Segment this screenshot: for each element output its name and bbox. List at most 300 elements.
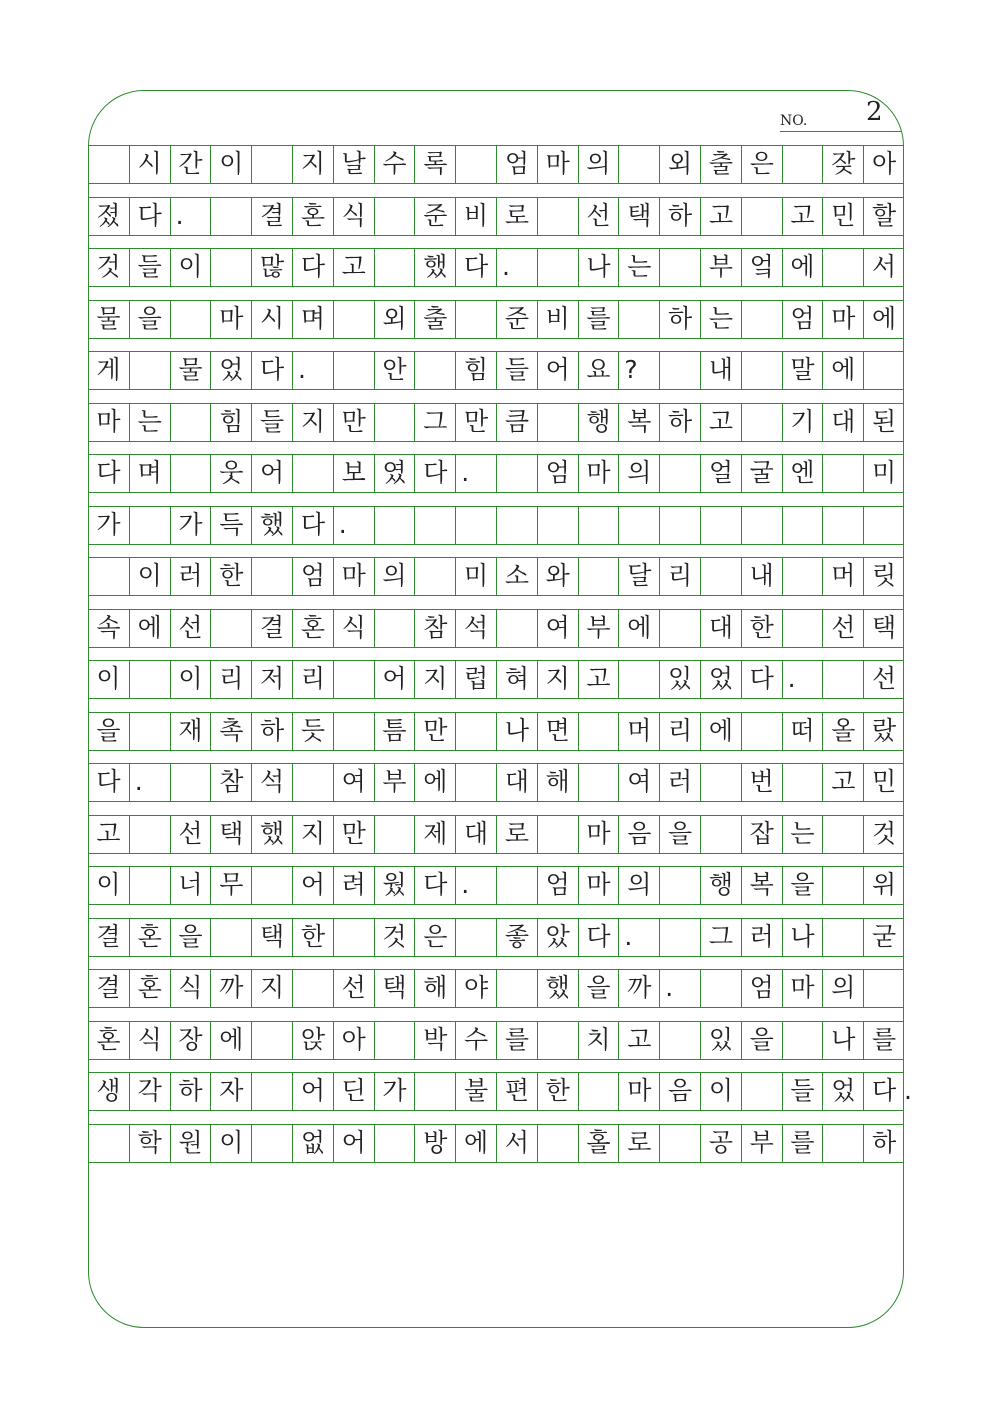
grid-cell: 을: [782, 866, 823, 904]
manuscript-row: [88, 506, 904, 544]
manuscript-row: [88, 248, 904, 286]
grid-cell: [578, 557, 619, 595]
grid-cell: 에: [455, 1124, 496, 1162]
grid-cell: .: [129, 763, 170, 801]
grid-cell: 결: [96, 973, 121, 1002]
grid-cell: 택: [251, 918, 292, 956]
grid-cell: 면: [537, 712, 578, 750]
grid-cell: 다: [414, 866, 455, 904]
grid-cell: 이: [170, 660, 211, 698]
grid-cell: 해: [414, 969, 455, 1007]
grid-cell: 날: [333, 145, 374, 183]
grid-cell: 편: [496, 1072, 537, 1110]
grid-cell: 한: [292, 918, 333, 956]
grid-cell: 택: [374, 969, 415, 1007]
grid-rule-bottom: [88, 595, 904, 596]
grid-cell: 이: [129, 557, 170, 595]
grid-rule-bottom: [88, 183, 904, 184]
grid-cell: [537, 248, 578, 286]
grid-cell: 딘: [333, 1072, 374, 1110]
grid-cell: 에: [822, 351, 863, 389]
grid-cell: 식: [129, 1021, 170, 1059]
grid-cell: 어: [333, 1124, 374, 1162]
manuscript-row: [88, 660, 904, 698]
grid-cell: 았: [537, 918, 578, 956]
grid-cell: 서: [863, 248, 904, 286]
grid-cell: [374, 1124, 415, 1162]
grid-cell: 수: [455, 1021, 496, 1059]
grid-cell: 행: [578, 403, 619, 441]
grid-cell: 나: [782, 918, 823, 956]
grid-cell: 이: [210, 1124, 251, 1162]
grid-cell: 리: [210, 660, 251, 698]
grid-cell: [129, 660, 170, 698]
grid-cell: 대: [455, 815, 496, 853]
grid-cell: .: [292, 351, 333, 389]
grid-cell: 요: [578, 351, 619, 389]
grid-cell: 내: [700, 351, 741, 389]
grid-cell: [578, 506, 619, 544]
grid-cell: [374, 197, 415, 235]
grid-cell: [537, 1021, 578, 1059]
grid-cell: [700, 969, 741, 1007]
grid-cell: 야: [455, 969, 496, 1007]
grid-cell: 득: [210, 506, 251, 544]
grid-cell: 내: [741, 557, 782, 595]
grid-cell: [659, 1124, 700, 1162]
grid-cell: 고: [96, 818, 121, 848]
manuscript-row: [88, 712, 904, 750]
grid-cell: 부: [700, 248, 741, 286]
grid-cell: [822, 866, 863, 904]
grid-cell: 어: [537, 351, 578, 389]
grid-cell: [618, 660, 659, 698]
grid-cell: 많: [251, 248, 292, 286]
grid-cell: 시: [251, 300, 292, 338]
grid-cell: 굴: [741, 454, 782, 492]
grid-cell: 의: [374, 557, 415, 595]
grid-cell: 한: [210, 557, 251, 595]
grid-cell: 을: [170, 918, 211, 956]
grid-cell: 러: [659, 763, 700, 801]
grid-cell: [292, 454, 333, 492]
grid-cell: 혼: [292, 609, 333, 647]
grid-cell: 참: [210, 763, 251, 801]
grid-cell: [659, 1021, 700, 1059]
grid-cell: 각: [129, 1072, 170, 1110]
grid-cell: 은: [414, 918, 455, 956]
grid-cell: 마: [578, 866, 619, 904]
grid-cell: [170, 763, 211, 801]
grid-cell: 엔: [782, 454, 823, 492]
grid-cell: 고: [822, 763, 863, 801]
grid-cell: 나: [496, 712, 537, 750]
grid-cell: 얼: [700, 454, 741, 492]
grid-cell: [496, 454, 537, 492]
grid-cell: .: [659, 969, 700, 1007]
grid-cell: 재: [170, 712, 211, 750]
grid-cell: 민: [863, 763, 904, 801]
grid-cell: 의: [618, 866, 659, 904]
grid-cell: 들: [129, 248, 170, 286]
grid-cell: ?: [618, 351, 659, 389]
grid-rule-bottom: [88, 286, 904, 287]
grid-cell: [659, 866, 700, 904]
grid-rule-bottom: [88, 1110, 904, 1111]
grid-cell: [741, 712, 782, 750]
grid-cell: 고: [700, 403, 741, 441]
grid-cell: [333, 300, 374, 338]
grid-cell: 했: [414, 248, 455, 286]
grid-cell: 다: [292, 506, 333, 544]
grid-rule-bottom: [88, 492, 904, 493]
grid-cell: 마: [618, 1072, 659, 1110]
grid-cell: 것: [96, 252, 121, 281]
grid-cell: 의: [618, 454, 659, 492]
grid-cell: 다: [251, 351, 292, 389]
manuscript-row: [88, 969, 904, 1007]
grid-cell: 것: [374, 918, 415, 956]
grid-cell: 가: [96, 509, 121, 539]
grid-cell: .: [618, 918, 659, 956]
grid-cell: [618, 300, 659, 338]
grid-cell: 까: [618, 969, 659, 1007]
grid-cell: 대: [496, 763, 537, 801]
grid-cell: [455, 145, 496, 183]
grid-cell: 하: [659, 300, 700, 338]
grid-cell: [496, 506, 537, 544]
grid-cell: 해: [537, 763, 578, 801]
grid-cell: [578, 712, 619, 750]
grid-cell: [822, 248, 863, 286]
grid-cell: [251, 145, 292, 183]
grid-cell: [822, 1124, 863, 1162]
manuscript-row: [88, 145, 904, 183]
grid-rule-bottom: [88, 750, 904, 751]
grid-cell: 복: [741, 866, 782, 904]
grid-cell: [129, 866, 170, 904]
grid-cell: 엄: [537, 454, 578, 492]
grid-cell: 부: [741, 1124, 782, 1162]
grid-cell: 만: [414, 712, 455, 750]
grid-cell: 선: [170, 609, 211, 647]
grid-cell: 힘: [455, 351, 496, 389]
grid-cell: [88, 557, 129, 595]
grid-cell: [741, 197, 782, 235]
grid-cell: 학: [129, 1124, 170, 1162]
grid-cell: [414, 351, 455, 389]
grid-cell: [496, 609, 537, 647]
grid-cell: 엄: [292, 557, 333, 595]
grid-cell: 은: [741, 145, 782, 183]
grid-cell: 나: [578, 248, 619, 286]
grid-cell: 준: [414, 197, 455, 235]
grid-cell: [333, 660, 374, 698]
grid-cell: [374, 815, 415, 853]
grid-cell: 웠: [374, 866, 415, 904]
grid-cell: 러: [741, 918, 782, 956]
grid-cell: 고: [578, 660, 619, 698]
grid-cell: 려: [333, 866, 374, 904]
grid-rule-bottom: [88, 235, 904, 236]
grid-cell: 택: [210, 815, 251, 853]
grid-cell: 에: [618, 609, 659, 647]
grid-cell: [659, 918, 700, 956]
grid-cell: 리: [659, 557, 700, 595]
grid-cell: 번: [741, 763, 782, 801]
grid-cell: [700, 815, 741, 853]
manuscript-row: [88, 403, 904, 441]
grid-cell: 결: [96, 921, 121, 951]
grid-rule-bottom: [88, 1007, 904, 1008]
grid-cell: 행: [700, 866, 741, 904]
grid-cell: 에: [210, 1021, 251, 1059]
manuscript-row: [88, 454, 904, 492]
grid-cell: 들: [251, 403, 292, 441]
grid-cell: [129, 815, 170, 853]
grid-cell: 부: [578, 609, 619, 647]
grid-cell: 이: [700, 1072, 741, 1110]
grid-cell: 하: [659, 197, 700, 235]
manuscript-row: [88, 351, 904, 389]
grid-cell: [251, 1021, 292, 1059]
margin-punctuation: .: [904, 1076, 912, 1105]
grid-cell: 결: [251, 609, 292, 647]
grid-cell: [822, 918, 863, 956]
grid-cell: 여: [537, 609, 578, 647]
grid-cell: 택: [618, 197, 659, 235]
grid-cell: [210, 918, 251, 956]
grid-cell: [863, 351, 904, 389]
grid-cell: 한: [741, 609, 782, 647]
grid-cell: 로: [496, 197, 537, 235]
grid-cell: 을: [129, 300, 170, 338]
grid-cell: 비: [537, 300, 578, 338]
grid-cell: [822, 815, 863, 853]
grid-cell: 부: [374, 763, 415, 801]
grid-cell: 수: [374, 145, 415, 183]
manuscript-row: [88, 609, 904, 647]
grid-cell: [659, 351, 700, 389]
grid-cell: [251, 1124, 292, 1162]
grid-cell: 촉: [210, 712, 251, 750]
grid-cell: 제: [414, 815, 455, 853]
grid-cell: [863, 969, 904, 1007]
grid-cell: 참: [414, 609, 455, 647]
grid-cell: [659, 506, 700, 544]
grid-cell: [170, 454, 211, 492]
grid-cell: 하: [863, 1124, 904, 1162]
grid-cell: 잦: [822, 145, 863, 183]
grid-cell: 었: [210, 351, 251, 389]
grid-cell: .: [455, 454, 496, 492]
grid-cell: 마: [537, 145, 578, 183]
grid-cell: 것: [863, 815, 904, 853]
grid-cell: 민: [822, 197, 863, 235]
grid-cell: 지: [292, 403, 333, 441]
grid-cell: 지: [292, 145, 333, 183]
grid-rule-bottom: [88, 338, 904, 339]
grid-cell: 는: [782, 815, 823, 853]
grid-cell: 듯: [292, 712, 333, 750]
grid-cell: 좋: [496, 918, 537, 956]
grid-cell: 만: [455, 403, 496, 441]
grid-cell: 했: [251, 506, 292, 544]
grid-cell: 출: [700, 145, 741, 183]
grid-cell: [863, 506, 904, 544]
grid-cell: 홀: [578, 1124, 619, 1162]
grid-cell: 며: [129, 454, 170, 492]
grid-cell: [782, 506, 823, 544]
grid-cell: 지: [537, 660, 578, 698]
grid-cell: 나: [822, 1021, 863, 1059]
grid-cell: 이: [96, 870, 121, 899]
manuscript-row: [88, 197, 904, 235]
grid-cell: 너: [170, 866, 211, 904]
grid-cell: 있: [700, 1021, 741, 1059]
grid-cell: 하: [170, 1072, 211, 1110]
grid-cell: [659, 248, 700, 286]
grid-rule-bottom: [88, 698, 904, 699]
grid-cell: 여: [333, 763, 374, 801]
grid-cell: 릿: [863, 557, 904, 595]
grid-cell: [537, 403, 578, 441]
grid-cell: [170, 300, 211, 338]
grid-cell: 다: [96, 767, 121, 796]
grid-cell: [374, 506, 415, 544]
grid-cell: 기: [782, 403, 823, 441]
grid-cell: 혼: [129, 969, 170, 1007]
grid-cell: [88, 145, 129, 183]
grid-cell: 미: [863, 454, 904, 492]
grid-cell: [782, 763, 823, 801]
grid-cell: 위: [863, 866, 904, 904]
grid-cell: 다: [578, 918, 619, 956]
grid-cell: 방: [414, 1124, 455, 1162]
manuscript-row: [88, 866, 904, 904]
grid-cell: 고: [700, 197, 741, 235]
grid-cell: 보: [333, 454, 374, 492]
grid-cell: [578, 1072, 619, 1110]
grid-cell: 자: [210, 1072, 251, 1110]
grid-cell: 들: [496, 351, 537, 389]
grid-cell: 식: [170, 969, 211, 1007]
grid-cell: 박: [414, 1021, 455, 1059]
grid-cell: 마: [578, 815, 619, 853]
grid-cell: 를: [496, 1021, 537, 1059]
grid-cell: [782, 1021, 823, 1059]
grid-rule-bottom: [88, 389, 904, 390]
grid-cell: 말: [782, 351, 823, 389]
grid-cell: [251, 557, 292, 595]
grid-cell: [210, 197, 251, 235]
grid-cell: 아: [333, 1021, 374, 1059]
grid-cell: 물: [170, 351, 211, 389]
grid-cell: 원: [170, 1124, 211, 1162]
grid-cell: 서: [496, 1124, 537, 1162]
grid-cell: [537, 506, 578, 544]
grid-cell: 혼: [129, 918, 170, 956]
grid-cell: [333, 712, 374, 750]
grid-cell: 어: [292, 866, 333, 904]
grid-cell: 엌: [741, 248, 782, 286]
grid-cell: 잡: [741, 815, 782, 853]
grid-rule-bottom: [88, 853, 904, 854]
grid-cell: 을: [96, 715, 121, 745]
grid-cell: 큼: [496, 403, 537, 441]
grid-cell: 된: [863, 403, 904, 441]
grid-cell: 만: [333, 403, 374, 441]
grid-cell: 하: [659, 403, 700, 441]
grid-cell: 다: [414, 454, 455, 492]
grid-cell: [129, 506, 170, 544]
page-number-label: NO.: [780, 113, 808, 129]
grid-cell: 간: [170, 145, 211, 183]
manuscript-row: [88, 1124, 904, 1162]
grid-cell: [455, 300, 496, 338]
grid-cell: 을: [578, 969, 619, 1007]
grid-cell: 굳: [863, 918, 904, 956]
grid-cell: [496, 969, 537, 1007]
grid-cell: [618, 145, 659, 183]
manuscript-row: [88, 557, 904, 595]
grid-cell: 에: [700, 712, 741, 750]
grid-cell: 마: [578, 454, 619, 492]
grid-cell: 앉: [292, 1021, 333, 1059]
grid-cell: 머: [822, 557, 863, 595]
grid-cell: 선: [170, 815, 211, 853]
grid-cell: 불: [455, 1072, 496, 1110]
grid-cell: 만: [333, 815, 374, 853]
grid-rule-bottom: [88, 956, 904, 957]
grid-cell: [292, 763, 333, 801]
grid-cell: 에: [863, 300, 904, 338]
grid-cell: 가: [170, 506, 211, 544]
manuscript-row: [88, 1072, 904, 1110]
grid-cell: [741, 1072, 782, 1110]
grid-cell: 식: [333, 609, 374, 647]
grid-cell: 했: [251, 815, 292, 853]
grid-cell: 었: [822, 1072, 863, 1110]
grid-cell: 있: [659, 660, 700, 698]
grid-cell: 을: [659, 815, 700, 853]
grid-rule-bottom: [88, 544, 904, 545]
grid-cell: [700, 763, 741, 801]
grid-cell: 생: [96, 1076, 121, 1105]
grid-cell: 들: [782, 1072, 823, 1110]
grid-cell: 한: [537, 1072, 578, 1110]
page-number: 2: [866, 97, 883, 127]
grid-cell: 러: [170, 557, 211, 595]
grid-cell: [374, 248, 415, 286]
grid-cell: 록: [414, 145, 455, 183]
grid-cell: 에: [414, 763, 455, 801]
grid-cell: 마: [96, 406, 121, 436]
grid-cell: 엄: [741, 969, 782, 1007]
grid-cell: 이: [210, 145, 251, 183]
manuscript-row: [88, 300, 904, 338]
grid-cell: 없: [292, 1124, 333, 1162]
grid-cell: [822, 506, 863, 544]
grid-cell: 선: [822, 609, 863, 647]
grid-cell: 마: [210, 300, 251, 338]
grid-cell: 어: [251, 454, 292, 492]
grid-cell: 여: [618, 763, 659, 801]
grid-cell: 까: [210, 969, 251, 1007]
grid-cell: 로: [496, 815, 537, 853]
grid-cell: 다: [455, 248, 496, 286]
grid-cell: 그: [700, 918, 741, 956]
